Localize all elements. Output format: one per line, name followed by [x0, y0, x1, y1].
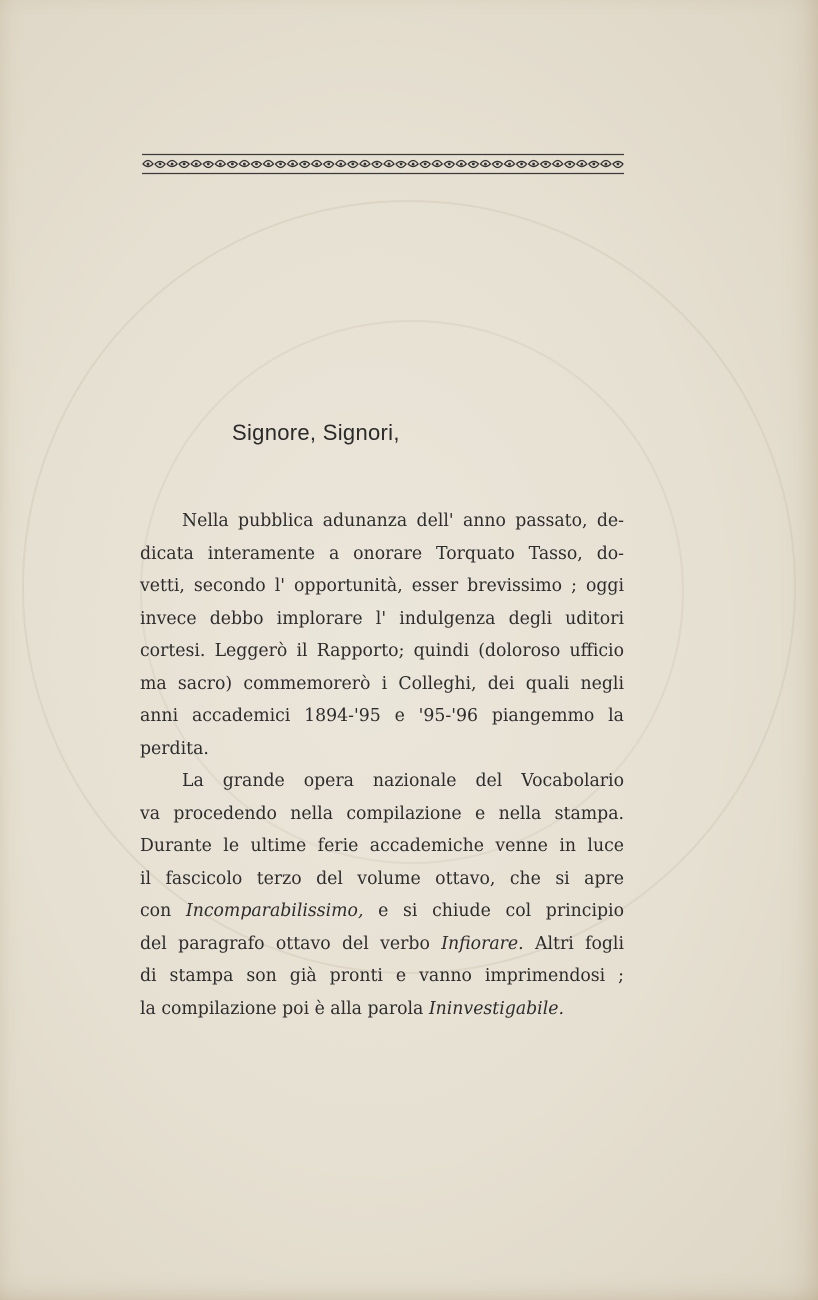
text-line: dicata interamente a onorare Torquato Tasso, do- [140, 543, 624, 564]
ornament-motif [505, 161, 515, 167]
ornament-motif [589, 162, 599, 168]
ornament-motif [264, 161, 274, 167]
ornament-motif [167, 161, 177, 167]
text-line: la compilazione poi è alla parola Ininvestigabile. [140, 998, 564, 1019]
ornament-motif [227, 162, 237, 168]
ornament-motif [517, 162, 527, 168]
ornament-motif [613, 162, 623, 168]
text-line: ma sacro) commemorerò i Colleghi, dei quali negli [140, 673, 624, 694]
ornament-motif [360, 161, 370, 167]
ornament-motif [432, 161, 442, 167]
text-line: con Incomparabilissimo, e si chiude col principio [140, 901, 624, 921]
ornament-motif [215, 161, 225, 167]
paragraph-1 [140, 505, 624, 765]
ornament-motif [529, 161, 539, 167]
ornament-motif [276, 162, 286, 168]
ornament-motif [143, 161, 153, 167]
ornament-motif [348, 162, 358, 168]
text-line: perdita. [140, 738, 209, 759]
ornament-pattern-icon [142, 153, 624, 175]
ornament-motif [251, 162, 261, 168]
ornament-motif [312, 161, 322, 167]
text-line: del paragrafo ottavo del verbo Infiorare. Altri fogli [140, 933, 624, 954]
decorative-ornament-band [142, 153, 624, 175]
salutation-heading: Signore, Signori, [232, 420, 400, 445]
ornament-motif [336, 161, 346, 167]
text-line: anni accademici 1894-'95 e '95-'96 piangemmo la [140, 706, 624, 726]
ornament-motif [239, 161, 249, 167]
ornament-motif [541, 162, 551, 168]
ornament-motif [456, 161, 466, 167]
ornament-motif [468, 162, 478, 168]
text-line: cortesi. Leggerò il Rapporto; quindi (doloroso ufficio [140, 641, 624, 661]
ornament-motif [553, 161, 563, 167]
ornament-motif [203, 162, 213, 168]
ornament-motif [372, 162, 382, 168]
ornament-motif [480, 161, 490, 167]
ornament-motif [408, 161, 418, 167]
ornament-motif [179, 162, 189, 168]
text-line: va procedendo nella compilazione e nella stampa. [140, 803, 624, 824]
ornament-motif [288, 161, 298, 167]
text-line: il fascicolo terzo del volume ottavo, che si apre [140, 868, 624, 889]
ornament-motif [191, 161, 201, 167]
ornament-motif [300, 162, 310, 168]
text-line: Nella pubblica adunanza dell' anno passato, de- [182, 511, 624, 531]
ornament-motif [601, 161, 611, 167]
ornament-motif [420, 162, 430, 168]
text-line: invece debbo implorare l' indulgenza degli uditori [140, 608, 624, 629]
body-text [140, 505, 624, 1025]
ornament-motif [444, 162, 454, 168]
ornament-motif [155, 162, 165, 168]
ornament-motif [492, 162, 502, 168]
paragraph-2 [140, 765, 624, 1025]
text-line: vetti, secondo l' opportunità, esser brevissimo ; oggi [140, 576, 624, 596]
ornament-motif [324, 162, 334, 168]
text-line: La grande opera nazionale del Vocabolario [182, 771, 624, 791]
text-line: di stampa son già pronti e vanno imprimendosi ; [140, 966, 624, 986]
ornament-motif [565, 162, 575, 168]
ornament-motif [384, 161, 394, 167]
text-line: Durante le ultime ferie accademiche venne in luce [140, 836, 624, 856]
ornament-motif [396, 162, 406, 168]
ornament-motif [577, 161, 587, 167]
